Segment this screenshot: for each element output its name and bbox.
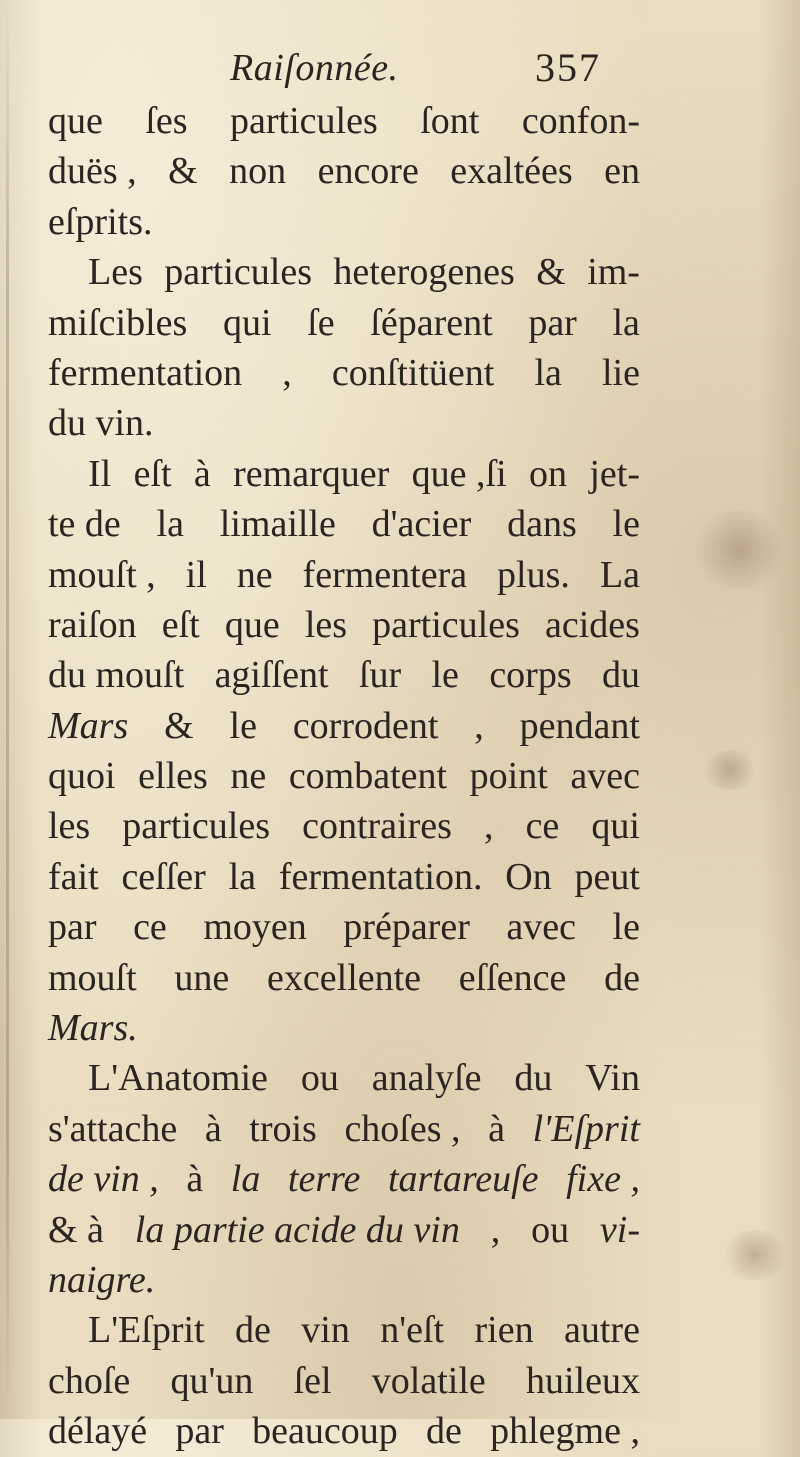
word: qui (591, 805, 640, 848)
word: eſt (161, 603, 200, 646)
word: te de (48, 503, 121, 546)
word: à (193, 452, 211, 495)
word: acides (544, 603, 640, 646)
word: vin (301, 1309, 350, 1352)
word: eſſence (458, 956, 567, 999)
word: remarquer (233, 452, 390, 495)
word: trois (249, 1107, 317, 1150)
word: rien (474, 1309, 534, 1352)
word: de vin , (48, 1158, 159, 1201)
word: contraires (302, 805, 452, 848)
word: naigre. (48, 1258, 156, 1301)
word: raiſon (48, 603, 137, 646)
word: par (175, 1410, 224, 1453)
word: le (612, 503, 640, 546)
word: fait (48, 855, 99, 898)
word: que ,ſi (411, 452, 507, 495)
word: moyen (203, 906, 307, 949)
word: le (612, 906, 640, 949)
page-header (0, 40, 800, 100)
page-number: 357 (535, 45, 601, 90)
text-line (48, 247, 640, 297)
word: particules (230, 100, 378, 142)
text-line (48, 751, 640, 801)
text-line (48, 801, 640, 851)
word: à (204, 1107, 222, 1150)
word: ou (531, 1208, 570, 1251)
word: ne (230, 755, 267, 798)
text-line (48, 953, 640, 1003)
word: on (528, 452, 567, 495)
word: Les (88, 251, 143, 294)
word: fermentation (48, 351, 243, 394)
word: particules (122, 805, 271, 848)
text-line (48, 146, 640, 196)
text-line (48, 550, 640, 600)
text-line (48, 852, 640, 902)
word: & (536, 251, 566, 294)
word: ne (236, 553, 273, 596)
word: terre (287, 1158, 361, 1201)
word: ſel (293, 1359, 332, 1402)
word: que (224, 603, 280, 646)
word: Mars (48, 704, 129, 747)
word: le (431, 654, 459, 697)
text-line (48, 650, 640, 700)
text-line (48, 1053, 640, 1103)
word: encore (317, 150, 419, 193)
word: miſcibles (48, 301, 188, 344)
text-line (48, 398, 640, 448)
word: , (474, 704, 484, 747)
word: autre (563, 1309, 640, 1352)
word: il (185, 553, 207, 596)
word: du vin. (48, 402, 154, 445)
text-line (48, 600, 640, 650)
text-line (48, 449, 640, 499)
word: du (602, 654, 640, 697)
word: que (48, 100, 103, 142)
text-line (48, 1305, 640, 1355)
text-line (48, 96, 640, 146)
word: pendant (519, 704, 640, 747)
text-line (48, 197, 640, 247)
word: volatile (371, 1359, 486, 1402)
word: la (534, 351, 562, 394)
word: , (483, 805, 494, 848)
word: mouſt (48, 956, 137, 999)
word: tartareuſe (387, 1158, 539, 1201)
word: corrodent (292, 704, 439, 747)
word: la (230, 1158, 261, 1201)
word: de (235, 1309, 271, 1352)
running-head: Raiſonnée. (230, 47, 399, 89)
word: Il (88, 452, 112, 495)
word: les (48, 805, 91, 848)
word: la (612, 301, 640, 344)
word: vi- (599, 1208, 640, 1251)
word: délayé (48, 1410, 148, 1453)
word: L'Anatomie (88, 1057, 268, 1100)
word: La (599, 553, 640, 596)
word: , (490, 1208, 501, 1251)
word: particules (372, 603, 520, 646)
word: quoi (48, 755, 116, 798)
word: ou (300, 1057, 339, 1100)
text-line (48, 298, 640, 348)
word: plus. (497, 553, 570, 596)
word: qui (222, 301, 272, 344)
word: analyſe (371, 1057, 482, 1100)
word: fermentation. (278, 855, 483, 898)
word: avec (570, 755, 640, 798)
word: Mars. (48, 1007, 138, 1050)
word: à (488, 1107, 505, 1150)
word: à (186, 1158, 204, 1201)
word: du (514, 1057, 553, 1100)
word: heterogenes (333, 251, 515, 294)
word: une (174, 956, 230, 999)
word: im- (587, 251, 640, 294)
word: en (604, 150, 640, 193)
word: qu'un (170, 1359, 254, 1402)
text-line (48, 902, 640, 952)
word: dans (507, 503, 577, 546)
word: préparer (343, 906, 470, 949)
word: excellente (267, 956, 422, 999)
word: fermentera (302, 553, 468, 596)
text-line (48, 1154, 640, 1204)
word: confon- (521, 100, 640, 142)
word: corps (489, 654, 572, 697)
word: agiſſent (214, 654, 329, 697)
word: de (426, 1410, 462, 1453)
word: L'Eſprit (88, 1309, 205, 1352)
word: mouſt , (48, 553, 156, 596)
word: eſprits. (48, 200, 153, 243)
word: , (282, 351, 292, 394)
word: & (168, 150, 198, 193)
word: ceſſer (121, 855, 206, 898)
word: conſtitüent (331, 351, 495, 394)
word: fixe , (566, 1158, 640, 1201)
word: par (528, 301, 577, 344)
word: exaltées (450, 150, 573, 193)
word: phlegme , (490, 1410, 640, 1453)
word: combatent (288, 755, 448, 798)
word: jet- (589, 452, 640, 495)
word: choſe (48, 1359, 131, 1402)
word: ce (133, 906, 167, 949)
paper-stain (720, 1230, 790, 1280)
word: l'Eſprit (532, 1107, 640, 1150)
word: ſes (145, 100, 188, 142)
word: particules (164, 251, 312, 294)
text-line (48, 348, 640, 398)
word: duës , (48, 150, 137, 193)
word: ſont (420, 100, 480, 142)
text-line (48, 1205, 640, 1255)
text-line (48, 499, 640, 549)
word: de (604, 956, 640, 999)
word: elles (138, 755, 208, 798)
text-line (48, 1255, 640, 1305)
word: les (304, 603, 348, 646)
word: n'eſt (380, 1309, 445, 1352)
word: On (505, 855, 552, 898)
word: eſt (133, 452, 172, 495)
word: ſe (307, 301, 335, 344)
binding-gutter-shadow (6, 0, 9, 1419)
word: la (228, 855, 257, 898)
word: ſur (358, 654, 402, 697)
paper-stain (700, 750, 760, 790)
word: la partie acide du vin (134, 1208, 460, 1251)
word: & à (48, 1208, 104, 1251)
word: limaille (219, 503, 336, 546)
word: la (156, 503, 185, 546)
word: le (229, 704, 257, 747)
word: point (469, 755, 548, 798)
word: lie (601, 351, 640, 394)
paper-stain (690, 510, 790, 590)
text-line (48, 1003, 640, 1053)
word: peut (574, 855, 640, 898)
word: du mouſt (48, 654, 185, 697)
text-line (48, 1356, 640, 1406)
word: & (164, 704, 194, 747)
word: d'acier (371, 503, 472, 546)
text-line (48, 1406, 640, 1456)
word: ce (525, 805, 560, 848)
text-line (48, 1104, 640, 1154)
text-line (48, 701, 640, 751)
word: beaucoup (252, 1410, 398, 1453)
word: choſes , (344, 1107, 461, 1150)
word: non (229, 150, 287, 193)
word: huileux (525, 1359, 640, 1402)
word: avec (506, 906, 576, 949)
body-text (48, 96, 640, 1457)
word: ſéparent (370, 301, 493, 344)
word: par (48, 906, 97, 949)
word: Vin (585, 1057, 640, 1100)
word: s'attache (48, 1107, 178, 1150)
